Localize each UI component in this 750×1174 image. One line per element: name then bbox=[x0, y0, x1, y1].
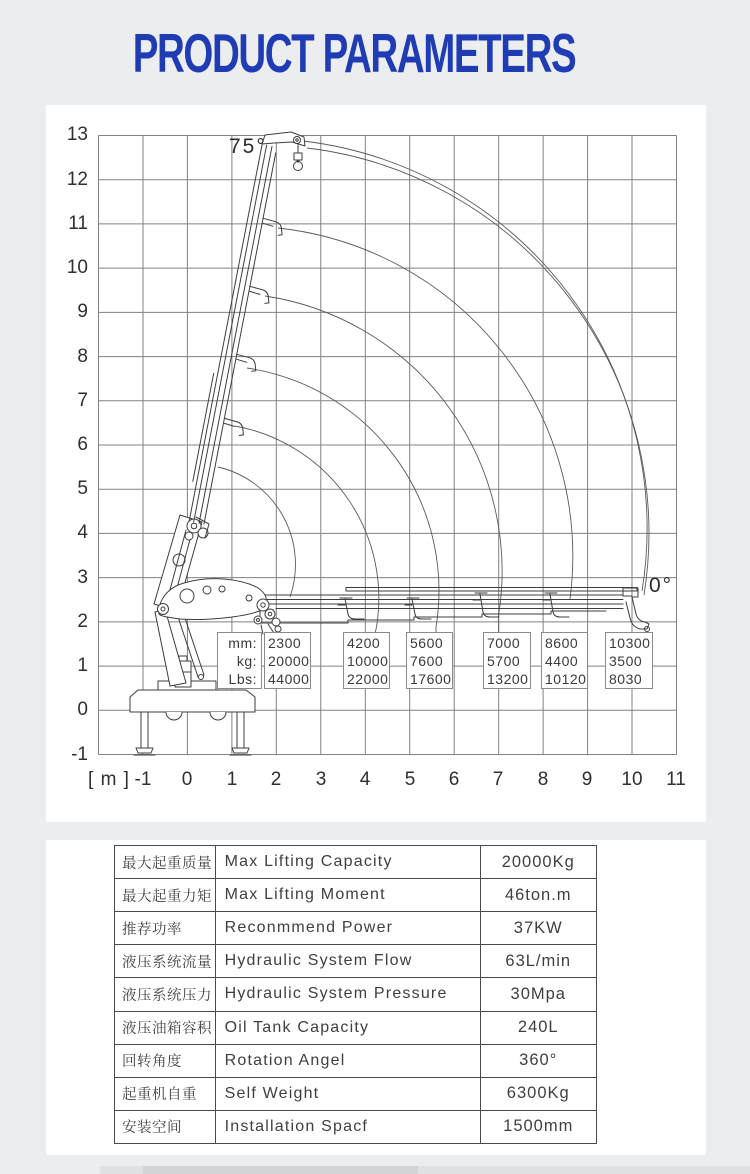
spec-label-cn: 液压系统流量 bbox=[122, 954, 212, 971]
y-tick: 13 bbox=[66, 124, 88, 145]
unit-kg: kg: bbox=[236, 653, 257, 670]
spec-table-panel bbox=[46, 840, 706, 1155]
table-row bbox=[115, 878, 596, 911]
load-point-box-3: 5600 7600 17600 bbox=[406, 632, 453, 689]
spec-label-en: Self Weight bbox=[215, 1078, 480, 1110]
y-tick: 9 bbox=[77, 301, 88, 322]
load-point-box-6: 10300 3500 8030 bbox=[605, 632, 653, 689]
table-row bbox=[115, 1011, 596, 1044]
y-tick: 8 bbox=[77, 346, 88, 367]
spec-label-cn: 最大起重力矩 bbox=[122, 888, 212, 905]
x-tick: 0 bbox=[181, 769, 193, 790]
spec-value: 63L/min bbox=[480, 945, 597, 977]
table-row bbox=[115, 1044, 596, 1077]
capacity-chart-panel bbox=[46, 105, 706, 822]
y-tick: 12 bbox=[66, 169, 88, 190]
spec-label-cn: 最大起重质量 bbox=[122, 855, 212, 872]
spec-label-en: Reconmmend Power bbox=[215, 912, 480, 944]
y-tick: 5 bbox=[77, 478, 88, 499]
table-row bbox=[115, 911, 596, 944]
y-tick: 11 bbox=[68, 213, 88, 234]
spec-table bbox=[114, 845, 597, 1144]
spec-label-en: Rotation Angel bbox=[215, 1045, 480, 1077]
spec-label-en: Oil Tank Capacity bbox=[215, 1012, 480, 1044]
unit-mm: mm: bbox=[228, 635, 257, 651]
x-tick: 11 bbox=[666, 769, 686, 790]
x-tick: 5 bbox=[404, 769, 416, 790]
y-tick: 4 bbox=[77, 522, 88, 543]
x-axis-unit: [ m ] bbox=[88, 769, 130, 790]
x-tick: 4 bbox=[359, 769, 371, 790]
reach-arcs bbox=[218, 141, 649, 654]
spec-value: 360° bbox=[480, 1045, 597, 1077]
table-row bbox=[115, 1110, 596, 1143]
next-section-edge-dark bbox=[143, 1166, 418, 1174]
y-tick: -1 bbox=[71, 744, 88, 765]
spec-value: 6300Kg bbox=[480, 1078, 597, 1110]
table-row bbox=[115, 1077, 596, 1110]
spec-label-en: Max Lifting Moment bbox=[215, 879, 480, 911]
spec-label-en: Hydraulic System Flow bbox=[215, 945, 480, 977]
spec-value: 1500mm bbox=[480, 1111, 597, 1143]
unit-lbs: Lbs: bbox=[228, 671, 257, 688]
spec-label-en: Max Lifting Capacity bbox=[215, 846, 480, 878]
y-tick: 1 bbox=[77, 655, 88, 676]
spec-label-cn: 液压系统压力 bbox=[122, 987, 212, 1004]
x-tick: 7 bbox=[492, 769, 504, 790]
spec-label-cn: 推荐功率 bbox=[122, 921, 182, 938]
page-title: PRODUCT PARAMETERS bbox=[132, 22, 576, 84]
x-tick: 6 bbox=[448, 769, 460, 790]
table-row bbox=[115, 944, 596, 977]
spec-label-cn: 起重机自重 bbox=[122, 1087, 197, 1104]
x-tick: 9 bbox=[581, 769, 593, 790]
y-tick: 3 bbox=[77, 567, 88, 588]
capacity-diagram bbox=[46, 105, 706, 822]
spec-value: 46ton.m bbox=[480, 879, 597, 911]
x-tick: 1 bbox=[226, 769, 238, 790]
load-point-box-5: 8600 4400 10120 bbox=[541, 632, 588, 689]
x-tick: 3 bbox=[315, 769, 327, 790]
load-point-box-1: 2300 20000 44000 bbox=[264, 632, 311, 689]
table-row bbox=[115, 846, 596, 878]
spec-value: 240L bbox=[480, 1012, 597, 1044]
load-units-legend bbox=[217, 632, 262, 689]
y-tick: 0 bbox=[77, 699, 88, 720]
y-tick: 6 bbox=[77, 434, 88, 455]
x-tick: 10 bbox=[621, 769, 643, 790]
y-tick: 10 bbox=[66, 257, 88, 278]
y-tick: 7 bbox=[77, 390, 88, 411]
x-tick: 8 bbox=[537, 769, 549, 790]
y-tick: 2 bbox=[77, 611, 88, 632]
spec-value: 20000Kg bbox=[480, 846, 597, 878]
table-row bbox=[115, 977, 596, 1010]
spec-label-en: Installation Spacf bbox=[215, 1111, 480, 1143]
x-tick: 2 bbox=[270, 769, 282, 790]
spec-label-en: Hydraulic System Pressure bbox=[215, 978, 480, 1010]
max-angle-label: 75° bbox=[229, 135, 267, 158]
spec-label-cn: 液压油箱容积 bbox=[122, 1021, 212, 1038]
min-angle-label: 0° bbox=[649, 574, 674, 597]
load-point-box-2: 4200 10000 22000 bbox=[343, 632, 390, 689]
spec-value: 30Mpa bbox=[480, 978, 597, 1010]
spec-label-cn: 安装空间 bbox=[122, 1120, 182, 1137]
spec-value: 37KW bbox=[480, 912, 597, 944]
load-point-box-4: 7000 5700 13200 bbox=[483, 632, 531, 689]
x-tick: -1 bbox=[134, 769, 152, 790]
spec-label-cn: 回转角度 bbox=[122, 1054, 182, 1071]
